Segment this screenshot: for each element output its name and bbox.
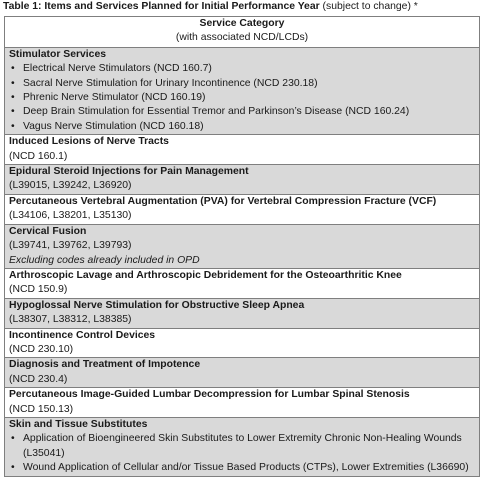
bullet-icon: •: [11, 63, 15, 75]
category-codes: (NCD 150.13): [9, 403, 74, 415]
bullet-icon: •: [11, 120, 15, 132]
table-row: [5, 135, 480, 165]
service-category-table: [4, 16, 480, 477]
category-name: Epidural Steroid Injections for Pain Management: [9, 166, 249, 178]
list-item: [11, 120, 475, 134]
list-item: [11, 77, 475, 91]
category-note: Excluding codes already included in OPD: [9, 254, 200, 266]
table-cell: [5, 298, 480, 328]
table-cell: [5, 417, 480, 476]
category-codes: (L34106, L38201, L35130): [9, 210, 132, 222]
header-title: Service Category: [199, 18, 285, 29]
list-item-text: Vagus Nerve Stimulation (NCD 160.18): [23, 120, 204, 132]
list-item: [11, 105, 475, 119]
table-header-cell: [5, 17, 480, 48]
table-cell: [5, 224, 480, 268]
category-codes: (NCD 230.10): [9, 343, 74, 355]
list-item-text: Electrical Nerve Stimulators (NCD 160.7): [23, 63, 212, 75]
category-codes: (NCD 160.1): [9, 150, 68, 162]
table-cell: [5, 388, 480, 418]
table-cell: [5, 47, 480, 134]
bullet-list: [9, 62, 475, 134]
bullet-icon: •: [11, 77, 15, 89]
list-item-text: Deep Brain Stimulation for Essential Tremor and Parkinson’s Disease (NCD 160.24): [23, 106, 410, 118]
table-row: [5, 224, 480, 268]
table-row: [5, 47, 480, 134]
bullet-icon: •: [11, 462, 15, 474]
bullet-list: [9, 432, 475, 475]
list-item: [11, 432, 475, 461]
list-item-text: Wound Application of Cellular and/or Tissue Based Products (CTPs), Lower Extremities (L36690): [23, 462, 469, 474]
category-name: Cervical Fusion: [9, 225, 87, 237]
table-cell: [5, 194, 480, 224]
table-row: [5, 328, 480, 358]
list-item: [11, 91, 475, 105]
table-row: [5, 194, 480, 224]
category-name: Percutaneous Image-Guided Lumbar Decompression for Lumbar Spinal Stenosis: [9, 389, 410, 401]
table-row: [5, 388, 480, 418]
table-row: [5, 358, 480, 388]
table-cell: [5, 165, 480, 195]
bullet-icon: •: [11, 106, 15, 118]
table-caption: [3, 0, 481, 15]
category-codes: (L39015, L39242, L36920): [9, 180, 132, 192]
table-row: [5, 298, 480, 328]
table-caption-suffix: (subject to change) *: [319, 1, 418, 12]
category-name: Stimulator Services: [9, 48, 107, 60]
category-codes: (L38307, L38312, L38385): [9, 314, 132, 326]
bullet-icon: •: [11, 433, 15, 445]
category-name: Incontinence Control Devices: [9, 329, 156, 341]
list-item-text: Phrenic Nerve Stimulator (NCD 160.19): [23, 92, 206, 104]
category-name: Hypoglossal Nerve Stimulation for Obstructive Sleep Apnea: [9, 299, 305, 311]
category-name: Induced Lesions of Nerve Tracts: [9, 136, 169, 148]
table-row: [5, 417, 480, 476]
table-header-row: [5, 17, 480, 48]
table-row: [5, 165, 480, 195]
category-name: Arthroscopic Lavage and Arthroscopic Debridement for the Osteoarthritic Knee: [9, 269, 402, 281]
category-name: Diagnosis and Treatment of Impotence: [9, 359, 201, 371]
header-subtitle: (with associated NCD/LCDs): [175, 32, 309, 44]
table-caption-label: Table 1: Items and Services Planned for Initial Performance Year: [3, 1, 320, 12]
category-codes: (NCD 230.4): [9, 373, 68, 385]
category-codes: (NCD 150.9): [9, 284, 68, 296]
category-name: Percutaneous Vertebral Augmentation (PVA) for Vertebral Compression Fracture (VCF): [9, 195, 437, 207]
category-name: Skin and Tissue Substitutes: [9, 418, 148, 430]
list-item-text: Sacral Nerve Stimulation for Urinary Incontinence (NCD 230.18): [23, 77, 318, 89]
bullet-icon: •: [11, 92, 15, 104]
list-item-text: Application of Bioengineered Skin Substitutes to Lower Extremity Chronic Non-Healing Wounds (L35041): [23, 433, 462, 459]
table-row: [5, 268, 480, 298]
table-cell: [5, 135, 480, 165]
list-item: [11, 461, 475, 475]
list-item: [11, 62, 475, 76]
table-cell: [5, 268, 480, 298]
category-codes: (L39741, L39762, L39793): [9, 240, 132, 252]
table-cell: [5, 358, 480, 388]
table-cell: [5, 328, 480, 358]
